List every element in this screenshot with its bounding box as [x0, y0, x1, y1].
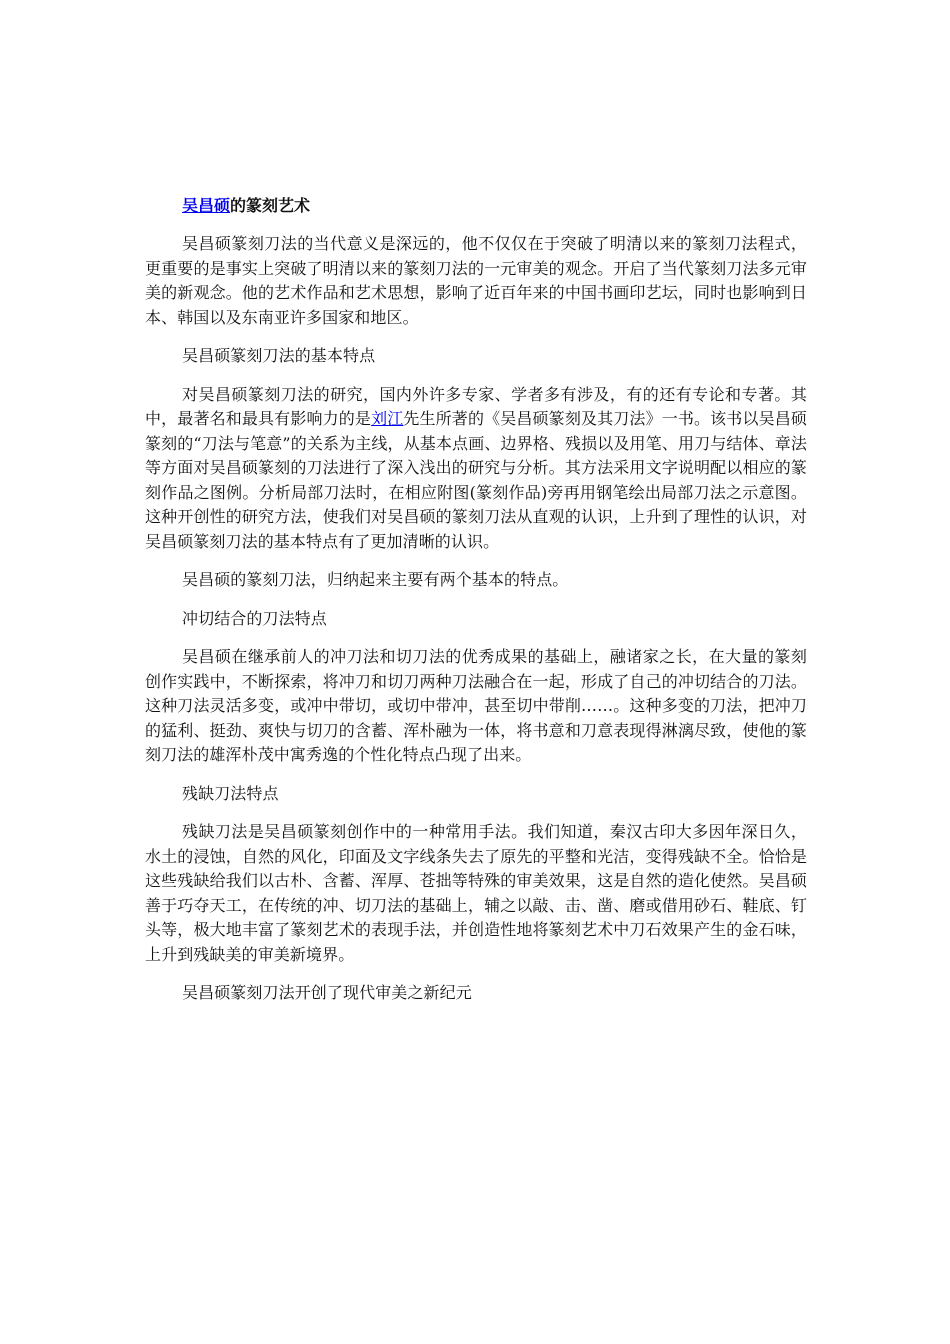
section-heading-basic-features: 吴昌硕篆刻刀法的基本特点 — [182, 346, 376, 365]
paragraph-intro: 吴昌硕篆刻刀法的当代意义是深远的，他不仅仅在于突破了明清以来的篆刻刀法程式，更重要的是事实上突破了明清以来的篆刻刀法的一元审美的观念。开启了当代篆刻刀法多元审美的新观念。他的艺术作品和艺术思想，影响了近百年来的中国书画印艺坛，同时也影响到日本、韩国以及东南亚许多国家和地区。 — [145, 234, 807, 327]
document-page — [145, 193, 807, 1020]
section-heading-modern-aesthetics: 吴昌硕篆刻刀法开创了现代审美之新纪元 — [182, 983, 472, 1002]
paragraph-research-text-1: 对吴昌硕篆刻刀法的研究，国内外许多专家、学者多有涉及，有的还有专论和专著。其中，最著名和最具有影响力的是 — [145, 384, 807, 428]
paragraph-two-features: 吴昌硕的篆刻刀法，归纳起来主要有两个基本的特点。 — [182, 570, 569, 589]
paragraph-research-text-2: 先生所著的《吴昌硕篆刻及其刀法》一书。该书以吴昌硕篆刻的“刀法与笔意”的关系为主线，从基本点画、边界格、残损以及用笔、用刀与结体、章法等方面对吴昌硕篆刻的刀法进行了深入浅出的研究与分析。其方法采用文字说明配以相应的篆刻作品之图例。分析局部刀法时，在相应附图(篆刻作品)旁再用钢笔绘出局部刀法之示意图。这种开创性的研究方法，使我们对吴昌硕的篆刻刀法从直观的认识，上升到了理性的认识，对吴昌硕篆刻刀法的基本特点有了更加清晰的认识。 — [145, 409, 807, 551]
paragraph-research — [145, 383, 807, 555]
title-rest: 的篆刻艺术 — [230, 196, 311, 215]
title-link-wu-changshuo[interactable]: 吴昌硕 — [182, 196, 231, 215]
paragraph-broken: 残缺刀法是吴昌硕篆刻创作中的一种常用手法。我们知道，秦汉古印大多因年深日久，水土的浸蚀，自然的风化，印面及文字线条失去了原先的平整和光洁，变得残缺不全。恰恰是这些残缺给我们以古朴、含蓄、浑厚、苍拙等特殊的审美效果，这是自然的造化使然。吴昌硕善于巧夺天工，在传统的冲、切刀法的基础上，辅之以敲、击、凿、磨或借用砂石、鞋底、钉头等，极大地丰富了篆刻艺术的表现手法，并创造性地将篆刻艺术中刀石效果产生的金石味，上升到残缺美的审美新境界。 — [145, 822, 807, 964]
author-link-liu-jiang[interactable]: 刘江 — [371, 409, 404, 428]
paragraph-push-cut: 吴昌硕在继承前人的冲刀法和切刀法的优秀成果的基础上，融诸家之长，在大量的篆刻创作实践中，不断探索，将冲刀和切刀两种刀法融合在一起，形成了自己的冲切结合的刀法。这种刀法灵活多变，或冲中带切，或切中带冲，甚至切中带削……。这种多变的刀法，把冲刀的猛利、挺劲、爽快与切刀的含蓄、浑朴融为一体，将书意和刀意表现得淋漓尽致，使他的篆刻刀法的雄浑朴茂中寓秀逸的个性化特点凸现了出来。 — [145, 647, 807, 764]
section-heading-broken: 残缺刀法特点 — [182, 783, 279, 803]
section-heading-push-cut: 冲切结合的刀法特点 — [182, 608, 327, 628]
article-title — [145, 193, 807, 218]
